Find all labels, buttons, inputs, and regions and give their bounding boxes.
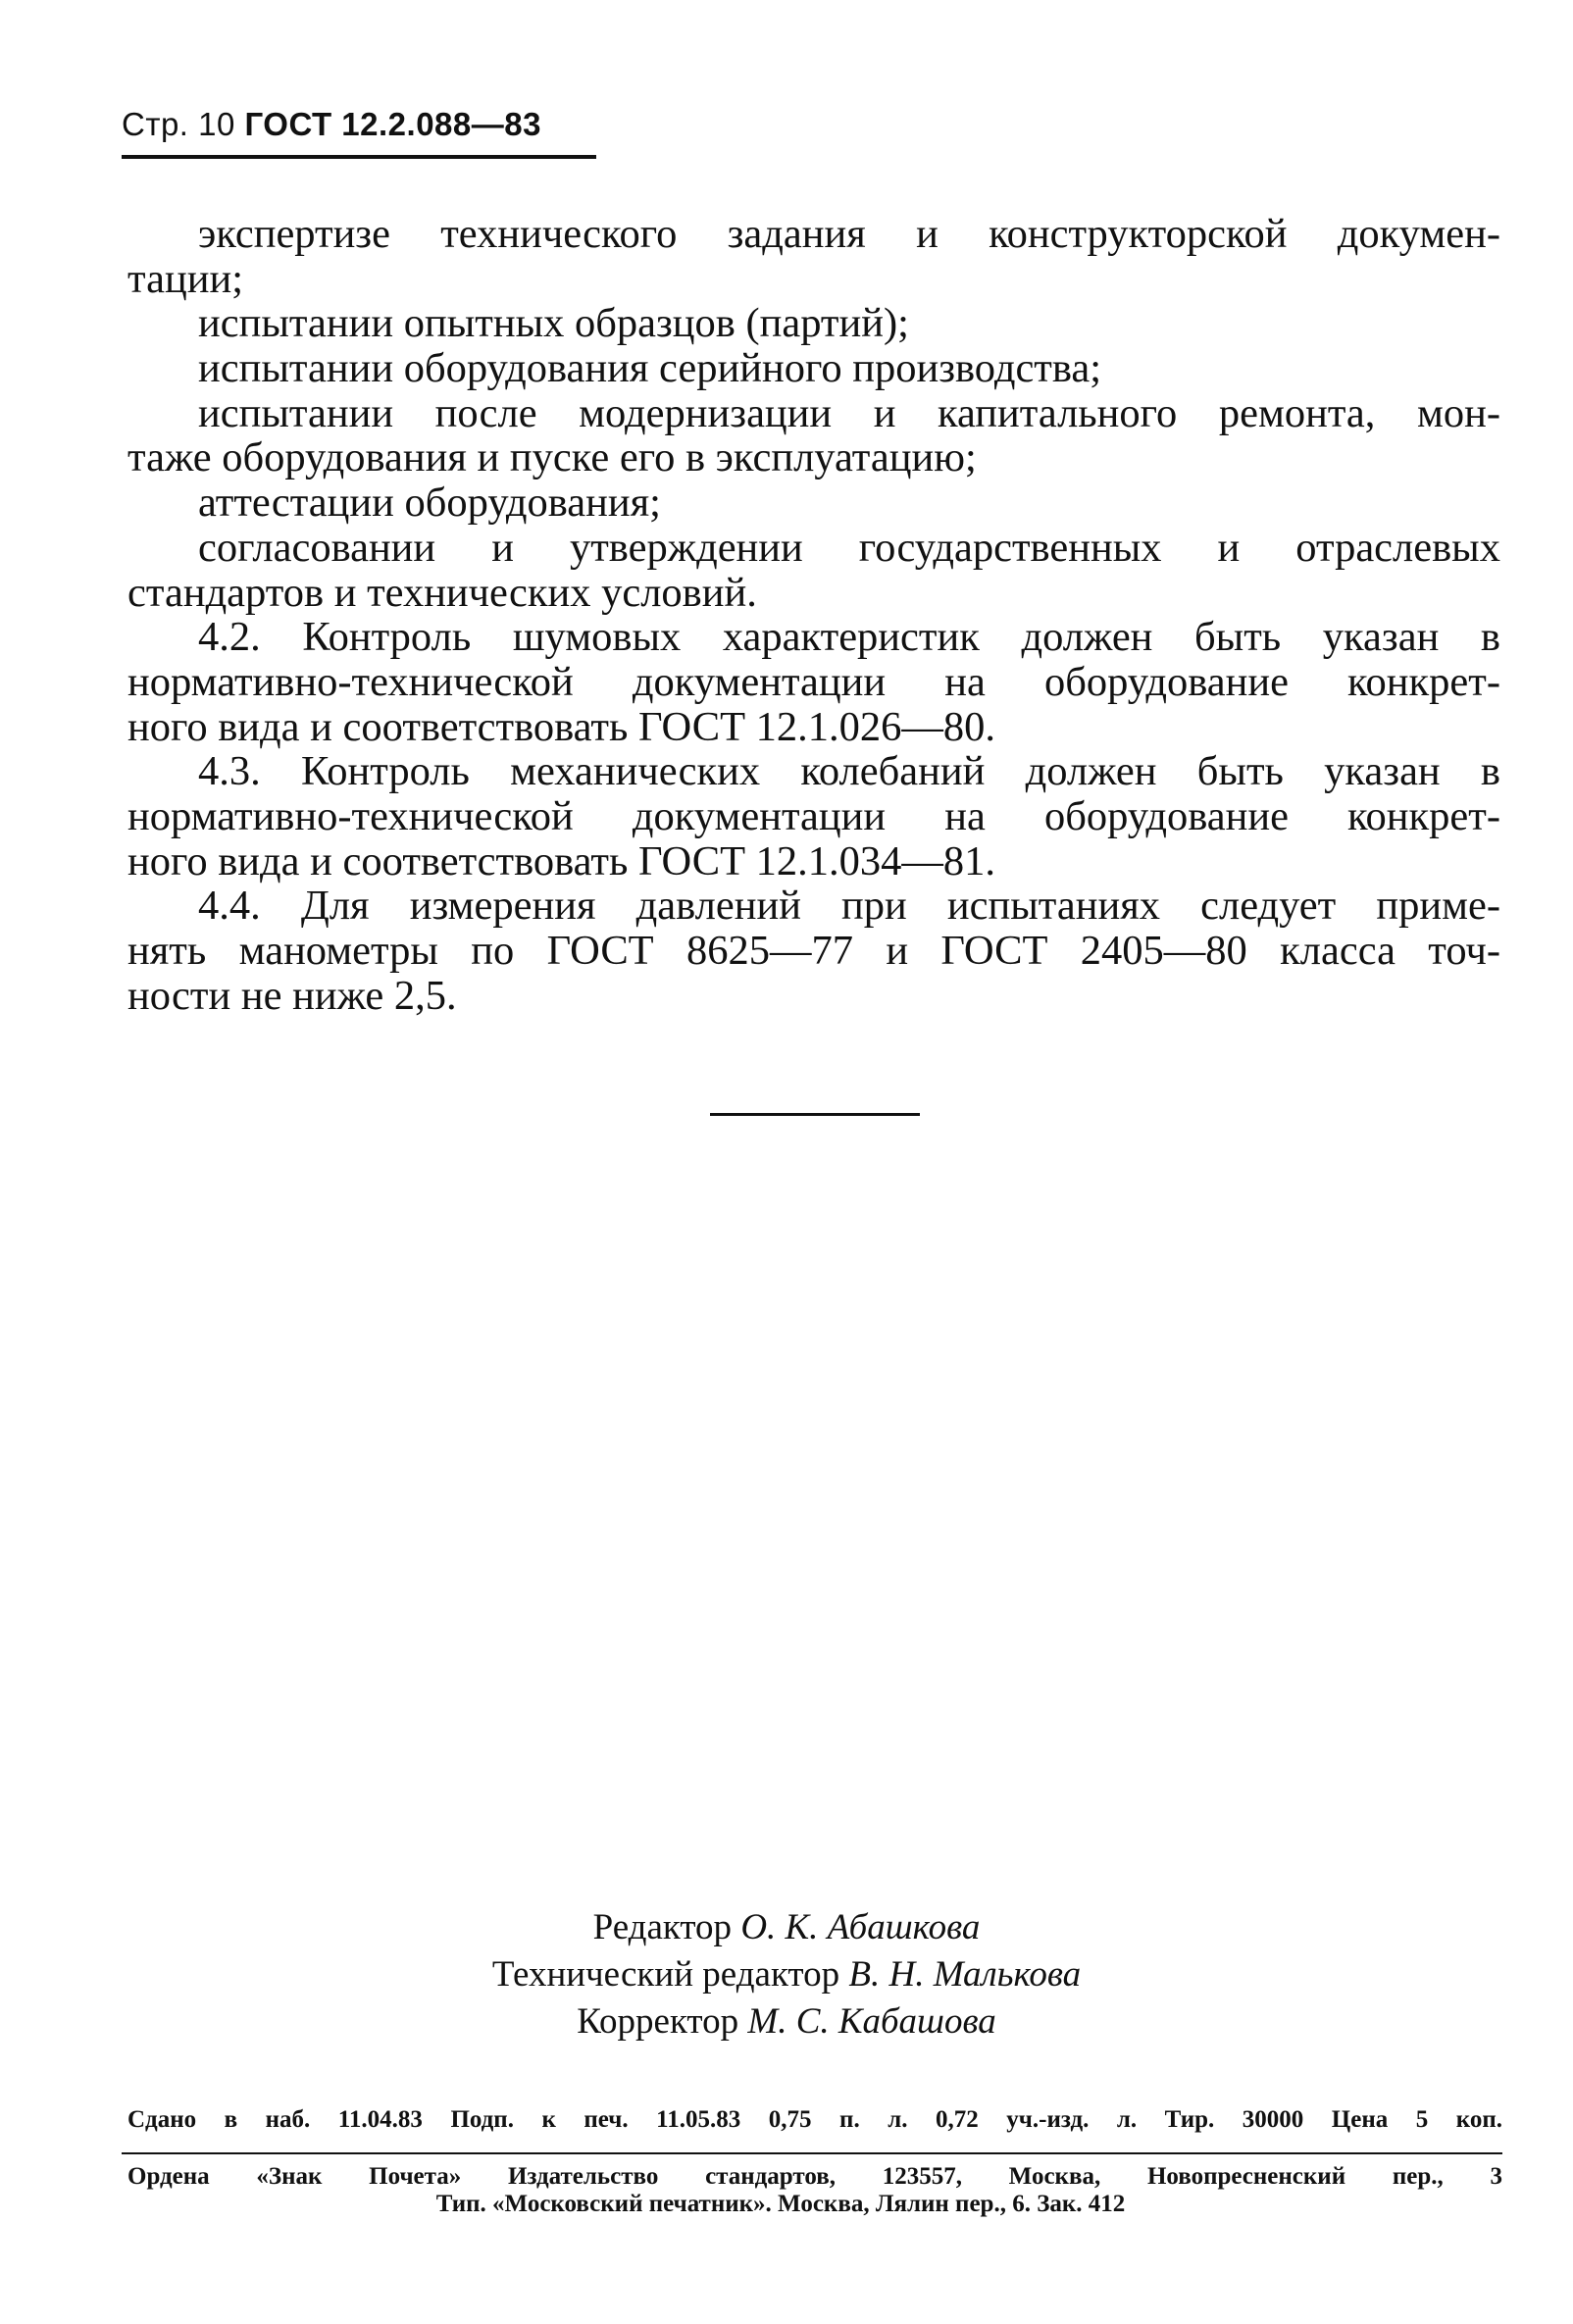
body-line: ного вида и соответствовать ГОСТ 12.1.026—80.	[127, 703, 996, 750]
publisher-line: Ордена «Знак Почета» Издательство стандартов, 123557, Москва, Новопресненский пер., 3	[127, 2163, 1502, 2190]
standard-code: ГОСТ 12.2.088—83	[244, 106, 541, 142]
credit-name: В. Н. Малькова	[848, 1954, 1082, 1995]
clause-4-3: 4.3. Контроль механических колебаний должен быть указан в	[198, 748, 1500, 795]
clause-4-2: 4.2. Контроль шумовых характеристик должен быть указан в	[198, 614, 1500, 661]
body-line: нормативно-технической документации на оборудование конкрет-	[127, 792, 1500, 839]
body-line: испытании оборудования серийного производства;	[198, 345, 1102, 392]
imprint-rule	[122, 2152, 1502, 2154]
section-end-rule	[710, 1113, 920, 1116]
credit-role: Технический редактор	[491, 1954, 840, 1995]
page-number: Стр. 10	[122, 106, 235, 142]
credit-proofreader	[0, 1998, 1573, 2046]
credit-role: Корректор	[577, 2001, 739, 2042]
running-header	[122, 106, 541, 143]
credit-role: Редактор	[592, 1907, 733, 1947]
body-line: ного вида и соответствовать ГОСТ 12.1.034—81.	[127, 837, 996, 884]
body-line: аттестации оборудования;	[198, 480, 661, 527]
body-line: согласовании и утверждении государственных и отраслевых	[198, 524, 1500, 571]
credit-name: О. К. Абашкова	[740, 1907, 981, 1947]
body-line: ности не ниже 2,5.	[127, 972, 457, 1019]
credit-technical-editor	[0, 1951, 1573, 1998]
body-line: испытании опытных образцов (партий);	[198, 300, 909, 347]
credit-editor	[0, 1904, 1573, 1951]
publisher-block	[127, 2163, 1502, 2218]
printer-line: Тип. «Московский печатник». Москва, Лялин пер., 6. Зак. 412	[435, 2191, 1126, 2217]
credit-name: М. С. Кабашова	[747, 2001, 996, 2042]
body-line: стандартов и технических условий.	[127, 569, 757, 616]
clause-4-4: 4.4. Для измерения давлений при испытаниях следует приме-	[198, 883, 1500, 930]
header-rule	[122, 155, 596, 159]
body-line: нять манометры по ГОСТ 8625—77 и ГОСТ 2405—80 класса точ-	[127, 928, 1500, 974]
body-line: таже оборудования и пуске его в эксплуатацию;	[127, 434, 977, 481]
credits-block	[0, 1904, 1573, 2046]
imprint-line: Сдано в наб. 11.04.83 Подп. к печ. 11.05.83 0,75 п. л. 0,72 уч.-изд. л. Тир. 30000 Цена 5 коп.	[127, 2106, 1502, 2133]
body-line: тации;	[127, 255, 243, 302]
body-line: нормативно-технической документации на оборудование конкрет-	[127, 658, 1500, 705]
body-line: испытании после модернизации и капитального ремонта, мон-	[198, 389, 1500, 436]
body-line: экспертизе технического задания и конструкторской докумен-	[198, 211, 1500, 257]
body-text	[127, 212, 1500, 1018]
